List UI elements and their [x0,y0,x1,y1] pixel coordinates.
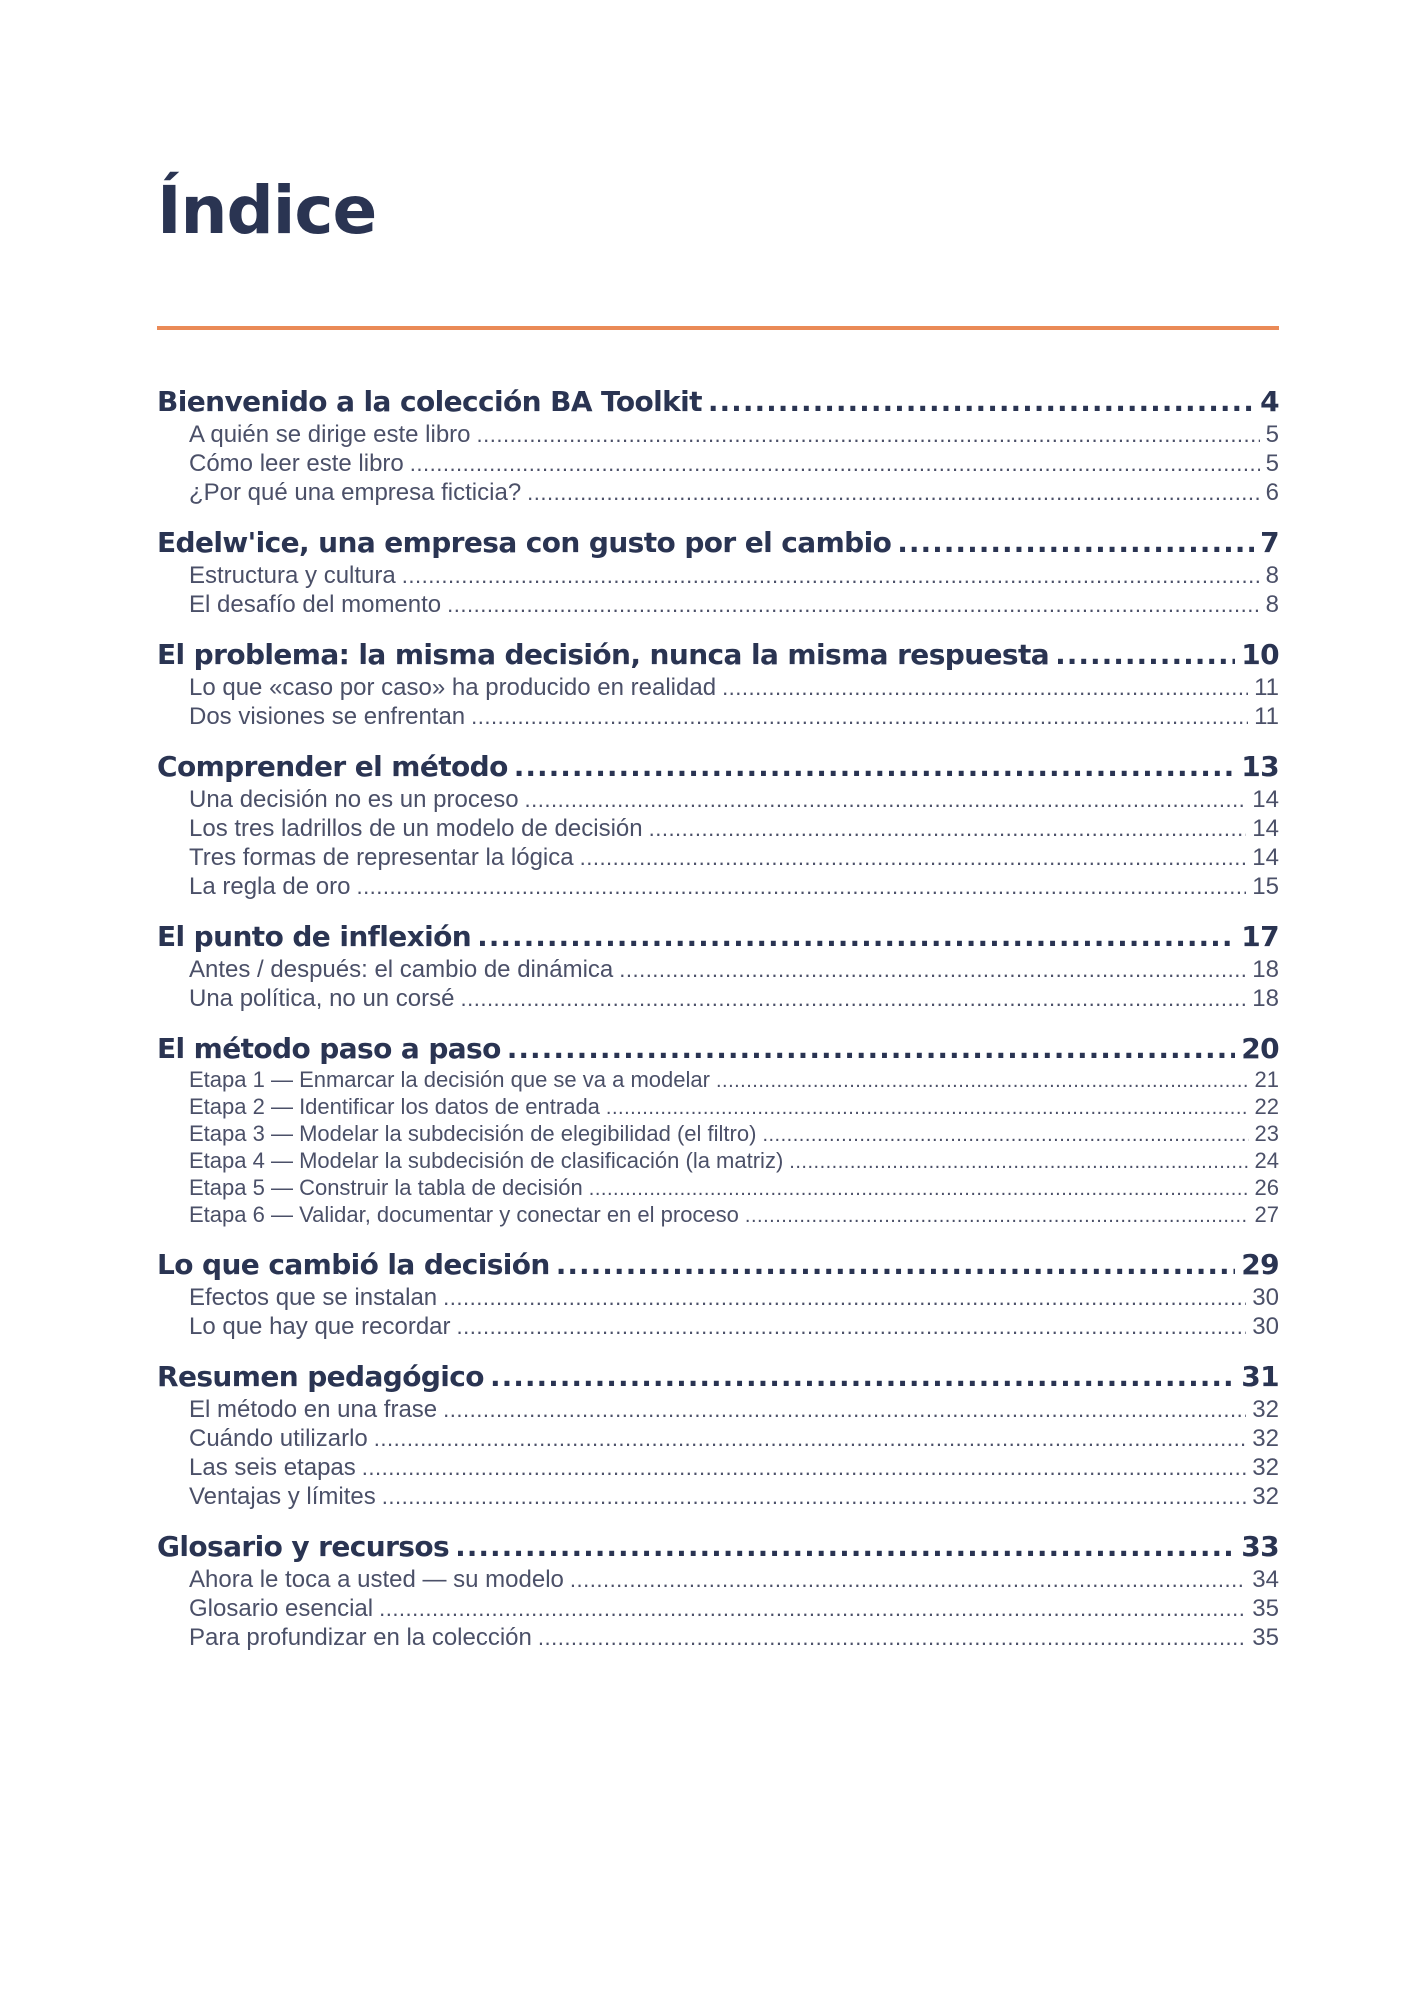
table-of-contents [157,384,1279,1670]
toc-page-number: 31 [1241,1360,1279,1393]
toc-entry-label: Estructura y cultura [189,562,396,589]
toc-entry-label: El método paso a paso [157,1032,501,1065]
toc-section [157,1031,1279,1229]
toc-subentry[interactable] [157,590,1279,619]
dot-leader [580,843,1247,872]
toc-page-number: 18 [1252,985,1279,1012]
toc-subentry[interactable] [157,1594,1279,1623]
toc-entry-label: Etapa 4 — Modelar la subdecisión de clasificación (la matriz) [189,1148,784,1173]
toc-page-number: 23 [1254,1121,1279,1146]
toc-subentry[interactable] [157,449,1279,478]
toc-section [157,1529,1279,1652]
dot-leader [556,1247,1235,1283]
toc-entry-label: El problema: la misma decisión, nunca la misma respuesta [157,638,1050,671]
toc-section [157,525,1279,619]
toc-page-number: 14 [1252,786,1279,813]
toc-subentry[interactable] [157,1094,1279,1121]
toc-page-number: 32 [1252,1483,1279,1510]
toc-entry-label: El punto de inflexión [157,920,472,953]
toc-entry-label: Edelw'ice, una empresa con gusto por el cambio [157,526,892,559]
toc-page-number: 18 [1252,956,1279,983]
toc-subentry[interactable] [157,478,1279,507]
toc-chapter-entry[interactable] [157,1529,1279,1565]
toc-subentry[interactable] [157,984,1279,1013]
toc-page-number: 14 [1252,844,1279,871]
dot-leader [379,1594,1246,1623]
toc-section [157,384,1279,507]
toc-entry-label: Dos visiones se enfrentan [189,703,466,730]
toc-entry-label: Tres formas de representar la lógica [189,844,574,871]
toc-section [157,919,1279,1013]
toc-page-number: 20 [1241,1032,1279,1065]
toc-subentry[interactable] [157,1482,1279,1511]
dot-leader [471,702,1248,731]
toc-entry-label: Etapa 5 — Construir la tabla de decisión [189,1175,583,1200]
toc-section [157,637,1279,731]
toc-subentry[interactable] [157,420,1279,449]
toc-page-number: 33 [1241,1530,1279,1563]
dot-leader [589,1177,1249,1202]
dot-leader [538,1623,1246,1652]
toc-subentry[interactable] [157,1623,1279,1652]
toc-page-number: 7 [1260,526,1279,559]
dot-leader [745,1204,1249,1229]
toc-page-number: 13 [1241,750,1279,783]
dot-leader [525,785,1247,814]
toc-subentry[interactable] [157,1453,1279,1482]
toc-entry-label: El método en una frase [189,1396,438,1423]
toc-entry-label: Ahora le toca a usted — su modelo [189,1566,564,1593]
toc-entry-label: Una decisión no es un proceso [189,786,519,813]
toc-entry-label: Ventajas y límites [189,1483,376,1510]
toc-page-number: 15 [1252,873,1279,900]
toc-page-number: 22 [1254,1094,1279,1119]
toc-page-number: 6 [1265,479,1279,506]
toc-subentry[interactable] [157,814,1279,843]
toc-subentry[interactable] [157,1067,1279,1094]
toc-entry-label: Resumen pedagógico [157,1360,484,1393]
toc-chapter-entry[interactable] [157,384,1279,420]
toc-page-number: 32 [1252,1425,1279,1452]
toc-entry-label: Una política, no un corsé [189,985,455,1012]
toc-entry-label: Etapa 2 — Identificar los datos de entrada [189,1094,600,1119]
dot-leader [410,449,1260,478]
toc-subentry[interactable] [157,872,1279,901]
dot-leader [477,420,1260,449]
toc-entry-label: Etapa 6 — Validar, documentar y conectar en el proceso [189,1202,739,1227]
toc-page-number: 26 [1254,1175,1279,1200]
toc-entry-label: Para profundizar en la colección [189,1624,532,1651]
toc-entry-label: La regla de oro [189,873,351,900]
dot-leader [443,1395,1246,1424]
toc-subentry[interactable] [157,1202,1279,1229]
toc-subentry[interactable] [157,1175,1279,1202]
toc-page-number: 30 [1252,1313,1279,1340]
toc-page-number: 5 [1265,450,1279,477]
toc-chapter-entry[interactable] [157,919,1279,955]
toc-subentry[interactable] [157,785,1279,814]
dot-leader [762,1123,1248,1148]
toc-section [157,1247,1279,1341]
dot-leader [447,590,1260,619]
toc-chapter-entry[interactable] [157,525,1279,561]
toc-entry-label: Cuándo utilizarlo [189,1425,368,1452]
toc-subentry[interactable] [157,1283,1279,1312]
toc-subentry[interactable] [157,1148,1279,1175]
toc-page-number: 32 [1252,1454,1279,1481]
toc-entry-label: Bienvenido a la colección BA Toolkit [157,385,702,418]
page-title: Índice [157,172,377,249]
dot-leader [402,561,1260,590]
toc-entry-label: Comprender el método [157,750,508,783]
toc-page-number: 21 [1254,1067,1279,1092]
toc-page-number: 27 [1254,1202,1279,1227]
toc-entry-label: Efectos que se instalan [189,1284,438,1311]
title-divider [157,326,1279,330]
toc-page-number: 30 [1252,1284,1279,1311]
dot-leader [716,1069,1249,1094]
toc-entry-label: ¿Por qué una empresa ficticia? [189,479,522,506]
toc-subentry[interactable] [157,673,1279,702]
dot-leader [374,1424,1247,1453]
toc-entry-label: Antes / después: el cambio de dinámica [189,956,614,983]
dot-leader [490,1359,1235,1395]
toc-section [157,1359,1279,1511]
toc-entry-label: Etapa 3 — Modelar la subdecisión de elegibilidad (el filtro) [189,1121,757,1146]
toc-chapter-entry[interactable] [157,1359,1279,1395]
dot-leader [649,814,1247,843]
toc-subentry[interactable] [157,561,1279,590]
dot-leader [382,1482,1247,1511]
toc-entry-label: Etapa 1 — Enmarcar la decisión que se va a modelar [189,1067,710,1092]
toc-chapter-entry[interactable] [157,749,1279,785]
toc-page-number: 11 [1254,674,1279,701]
dot-leader [619,955,1246,984]
toc-subentry[interactable] [157,1424,1279,1453]
toc-entry-label: Cómo leer este libro [189,450,404,477]
toc-page-number: 34 [1252,1566,1279,1593]
toc-subentry[interactable] [157,1121,1279,1148]
toc-section [157,749,1279,901]
dot-leader [477,919,1235,955]
toc-entry-label: Lo que «caso por caso» ha producido en realidad [189,674,717,701]
dot-leader [722,673,1248,702]
dot-leader [507,1031,1235,1067]
toc-entry-label: Los tres ladrillos de un modelo de decisión [189,815,643,842]
dot-leader [455,1529,1235,1565]
toc-subentry[interactable] [157,843,1279,872]
dot-leader [527,478,1259,507]
toc-subentry[interactable] [157,1395,1279,1424]
dot-leader [457,1312,1247,1341]
toc-subentry[interactable] [157,955,1279,984]
toc-page-number: 32 [1252,1396,1279,1423]
toc-page-number: 35 [1252,1624,1279,1651]
toc-page-number: 10 [1241,638,1279,671]
toc-entry-label: Lo que hay que recordar [189,1313,451,1340]
toc-entry-label: Glosario y recursos [157,1530,450,1563]
toc-page-number: 17 [1241,920,1279,953]
dot-leader [461,984,1247,1013]
toc-chapter-entry[interactable] [157,637,1279,673]
toc-entry-label: El desafío del momento [189,591,442,618]
dot-leader [606,1096,1249,1121]
toc-page-number: 24 [1254,1148,1279,1173]
toc-subentry[interactable] [157,1565,1279,1594]
toc-page-number: 35 [1252,1595,1279,1622]
toc-page-number: 29 [1241,1248,1279,1281]
dot-leader [1055,637,1235,673]
dot-leader [362,1453,1247,1482]
toc-entry-label: A quién se dirige este libro [189,421,471,448]
toc-page-number: 14 [1252,815,1279,842]
toc-page-number: 5 [1265,421,1279,448]
toc-chapter-entry[interactable] [157,1031,1279,1067]
toc-subentry[interactable] [157,1312,1279,1341]
dot-leader [514,749,1236,785]
toc-page-number: 8 [1265,562,1279,589]
toc-chapter-entry[interactable] [157,1247,1279,1283]
dot-leader [897,525,1254,561]
toc-entry-label: Glosario esencial [189,1595,374,1622]
toc-entry-label: Lo que cambió la decisión [157,1248,550,1281]
toc-page-number: 11 [1254,703,1279,730]
dot-leader [789,1150,1248,1175]
toc-entry-label: Las seis etapas [189,1454,356,1481]
toc-subentry[interactable] [157,702,1279,731]
dot-leader [356,872,1246,901]
toc-page-number: 8 [1265,591,1279,618]
dot-leader [570,1565,1246,1594]
dot-leader [708,384,1254,420]
dot-leader [443,1283,1246,1312]
toc-page-number: 4 [1260,385,1279,418]
